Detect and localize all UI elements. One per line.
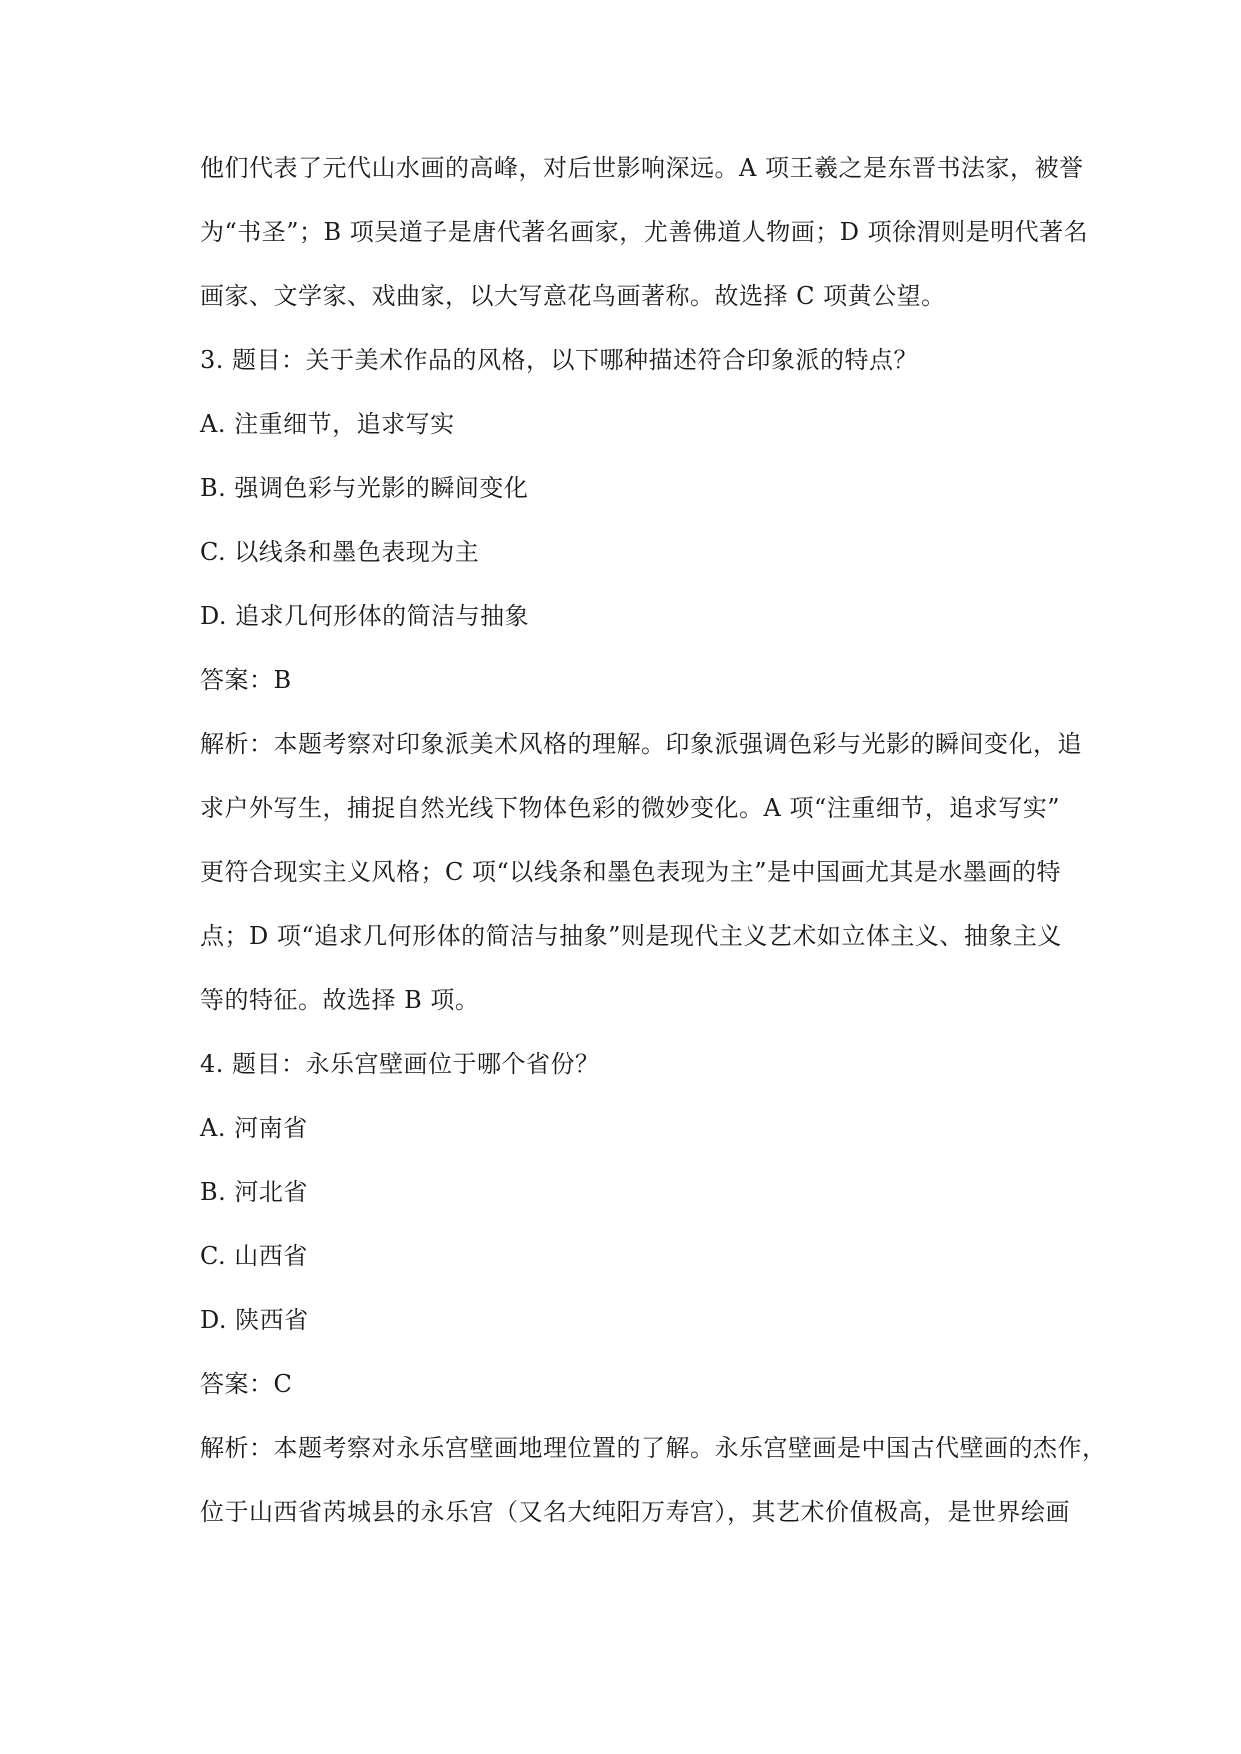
text-line: 点；D 项“追求几何形体的简洁与抽象”则是现代主义艺术如立体主义、抽象主义 xyxy=(200,922,1062,950)
question-3-title: 3. 题目：关于美术作品的风格，以下哪种描述符合印象派的特点？ xyxy=(200,346,919,374)
question-4-title: 4. 题目：永乐宫壁画位于哪个省份？ xyxy=(200,1050,600,1078)
text-line: 位于山西省芮城县的永乐宫（又名大纯阳万寿宫），其艺术价值极高，是世界绘画 xyxy=(200,1498,1070,1526)
text-line: 他们代表了元代山水画的高峰，对后世影响深远。A 项王羲之是东晋书法家，被誉 xyxy=(200,154,1084,182)
text-line: 求户外写生，捕捉自然光线下物体色彩的微妙变化。A 项“注重细节，追求写实” xyxy=(200,794,1060,822)
question-4-analysis: 解析：本题考察对永乐宫壁画地理位置的了解。永乐宫壁画是中国古代壁画的杰作， xyxy=(200,1434,1107,1462)
question-3-option-c: C. 以线条和墨色表现为主 xyxy=(200,538,480,566)
text-line: 为“书圣”；B 项吴道子是唐代著名画家，尤善佛道人物画；D 项徐渭则是明代著名 xyxy=(200,218,1089,246)
question-3-option-b: B. 强调色彩与光影的瞬间变化 xyxy=(200,474,529,502)
question-4-answer: 答案：C xyxy=(200,1370,293,1398)
question-4-option-b: B. 河北省 xyxy=(200,1178,308,1206)
question-3-option-a: A. 注重细节，追求写实 xyxy=(200,410,455,438)
text-line: 等的特征。故选择 B 项。 xyxy=(200,986,480,1014)
question-4-option-a: A. 河南省 xyxy=(200,1114,308,1142)
text-line: 更符合现实主义风格；C 项“以线条和墨色表现为主”是中国画尤其是水墨画的特 xyxy=(200,858,1062,886)
question-3-analysis: 解析：本题考察对印象派美术风格的理解。印象派强调色彩与光影的瞬间变化，追 xyxy=(200,730,1082,758)
question-3-option-d: D. 追求几何形体的简洁与抽象 xyxy=(200,602,530,630)
question-4-option-c: C. 山西省 xyxy=(200,1242,308,1270)
question-4-option-d: D. 陕西省 xyxy=(200,1306,309,1334)
text-line: 画家、文学家、戏曲家，以大写意花鸟画著称。故选择 C 项黄公望。 xyxy=(200,282,946,310)
body-text xyxy=(200,136,1107,1544)
question-3-answer: 答案：B xyxy=(200,666,292,694)
